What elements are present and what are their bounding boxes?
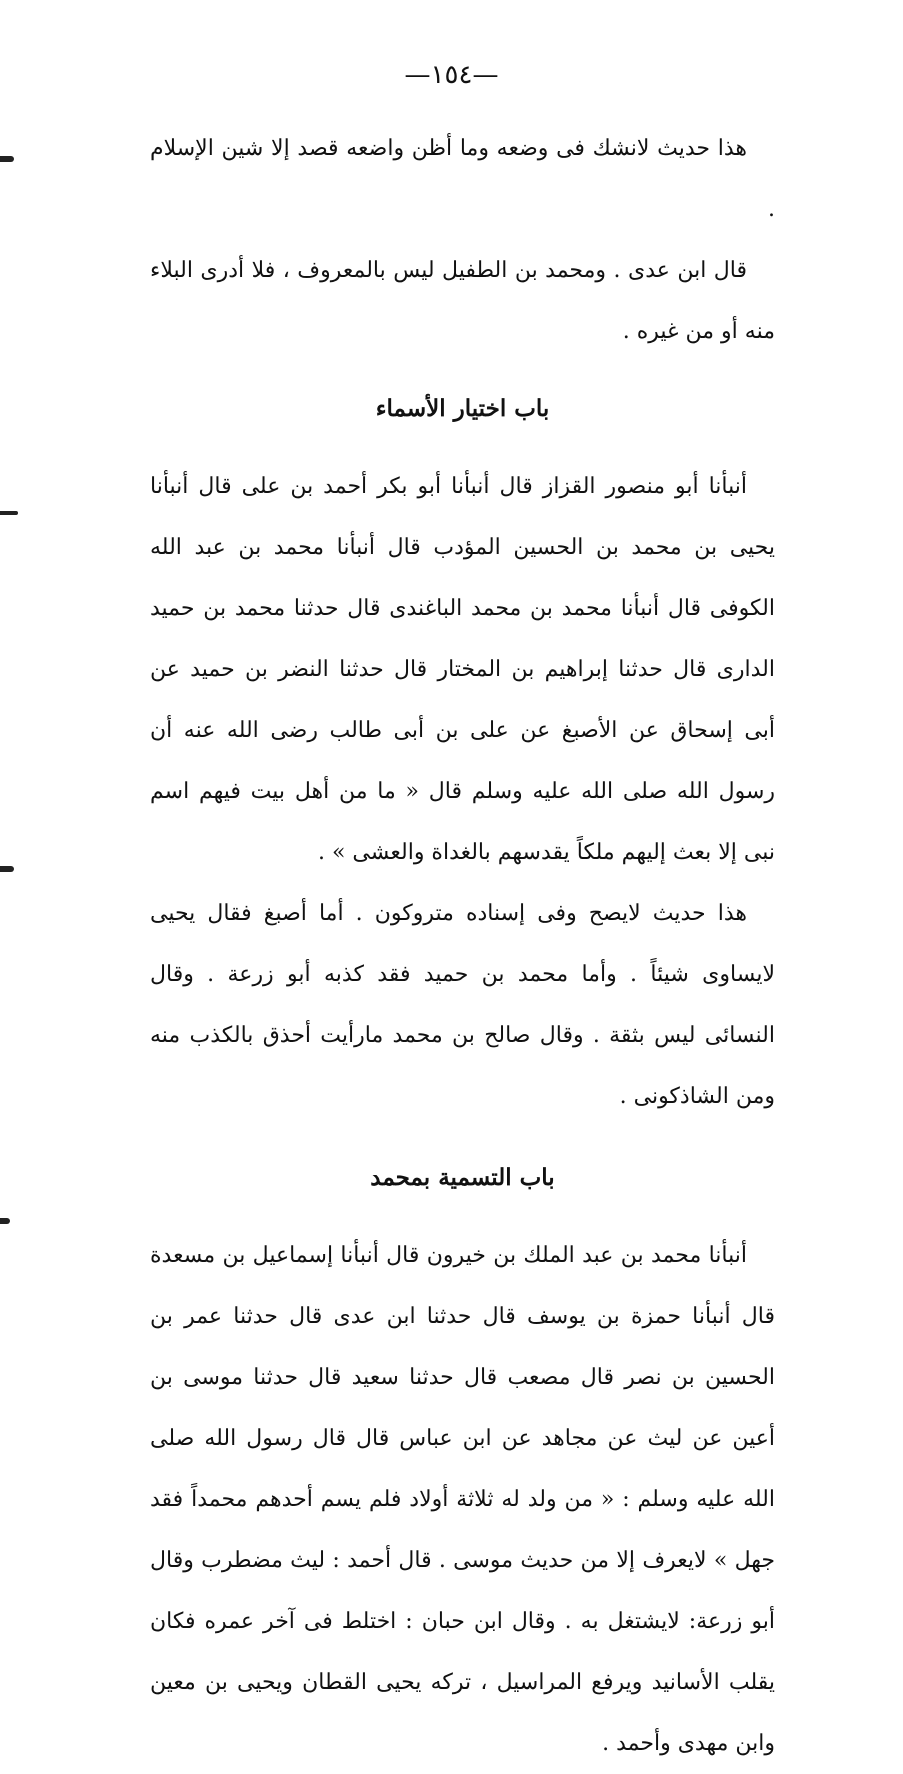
page-body [150,118,775,1774]
binding-mark [0,1218,10,1224]
binding-mark [0,511,18,515]
paragraph-fabricated-hadith-note: هذا حديث لانشك فى وضعه وما أظن واضعه قصد إلا شين الإسلام . [150,136,775,222]
paragraph-ibn-adi-note: قال ابن عدى . ومحمد بن الطفيل ليس بالمعروف ، فلا أدرى البلاء منه أو من غيره . [150,258,775,344]
paragraph-naming-muhammad-isnad: أنبأنا محمد بن عبد الملك بن خيرون قال أنبأنا إسماعيل بن مسعدة قال أنبأنا حمزة بن يوسف قال حدثنا ابن عدى قال حدثنا عمر بن الحسين بن نصر قال مصعب قال حدثنا سعيد قال حدثنا موسى بن أعين عن ليث عن مجاهد عن ابن عباس قال قال رسول الله صلى الله عليه وسلم : « من ولد له ثلاثة أولاد فلم يسم أحدهم محمداً فقد جهل » لايعرف إلا من حديث موسى . قال أحمد : ليث مضطرب وقال أبو زرعة: لايشتغل به . وقال ابن حبان : اختلط فى آخر عمره فكان يقلب الأسانيد ويرفع المراسيل ، تركه يحيى القطان ويحيى بن معين وابن مهدى وأحمد . [150,1243,775,1756]
binding-mark [0,866,14,872]
section-heading-naming-muhammad: باب التسمية بمحمد [370,1164,555,1191]
page-number: —١٥٤— [404,60,499,90]
paragraph-choosing-names-critique: هذا حديث لايصح وفى إسناده متروكون . أما أصبغ فقال يحيى لايساوى شيئاً . وأما محمد بن حميد فقد كذبه أبو زرعة . وقال النسائى ليس بثقة . وقال صالح بن محمد مارأيت أحذق بالكذب منه ومن الشاذكونى . [150,901,775,1109]
binding-mark [0,156,14,162]
paragraph-choosing-names-isnad: أنبأنا أبو منصور القزاز قال أنبأنا أبو بكر أحمد بن على قال أنبأنا يحيى بن محمد بن الحسين المؤدب قال أنبأنا محمد بن عبد الله الكوفى قال أنبأنا محمد بن محمد الباغندى قال حدثنا محمد بن حميد الدارى قال حدثنا إبراهيم بن المختار قال حدثنا النضر بن حميد عن أبى إسحاق عن الأصبغ عن على بن أبى طالب رضى الله عنه أن رسول الله صلى الله عليه وسلم قال « ما من أهل بيت فيهم اسم نبى إلا بعث إليهم ملكاً يقدسهم بالغداة والعشى » . [150,474,775,865]
section-heading-choosing-names: باب اختيار الأسماء [375,395,550,422]
